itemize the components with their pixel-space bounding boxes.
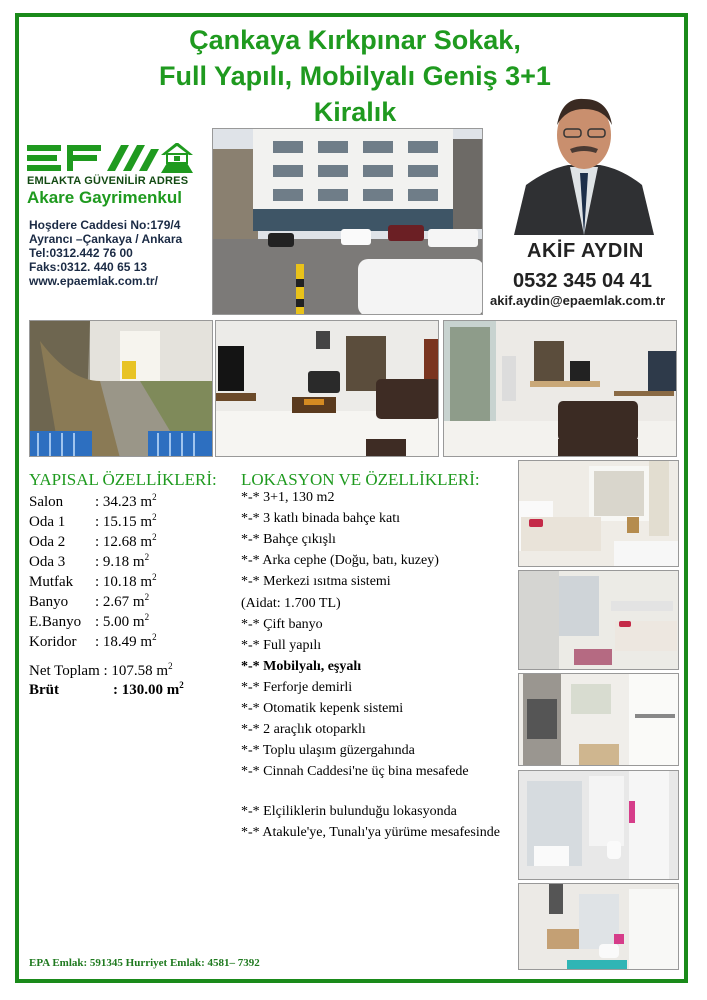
web-link[interactable]: www.epaemlak.com.tr/ [29, 274, 158, 288]
room-area-unit-sup: 2 [152, 512, 157, 522]
gross-total [29, 676, 184, 699]
address-line-2: Ayrancı –Çankaya / Ankara [29, 232, 183, 246]
room-area-unit-sup: 2 [152, 632, 157, 642]
room-name: Oda 3 [29, 554, 66, 570]
address-line-1: Hoşdere Caddesi No:179/4 [29, 218, 181, 232]
feature-item: *-* Çift banyo [241, 617, 323, 632]
agent-email[interactable]: akif.aydin@epaemlak.com.tr [490, 293, 666, 308]
bathroom-photo-2 [518, 883, 679, 970]
brand-name: Akare Gayrimenkul [27, 188, 182, 207]
room-name: Koridor [29, 634, 77, 650]
agent-phone[interactable]: 0532 345 04 41 [513, 270, 653, 292]
fax-line: Faks:0312. 440 65 13 [29, 260, 148, 274]
room-name: E.Banyo [29, 614, 82, 630]
footer-codes: EPA Emlak: 591345 Hurriyet Emlak: 4581– 7392 [29, 957, 260, 969]
gross-total-value: : 130.00 m [113, 682, 180, 698]
title-line-1: Çankaya Kırkpınar Sokak, [189, 25, 521, 55]
room-name: Mutfak [29, 574, 74, 590]
room-area: : 2.67 m [95, 594, 145, 610]
room-name: Banyo [29, 594, 69, 610]
feature-item: *-* Full yapılı [241, 638, 322, 653]
feature-item: *-* Cinnah Caddesi'ne üç bina mesafede [241, 764, 469, 779]
bedroom-photo-2 [518, 570, 679, 670]
feature-item: *-* Arka cephe (Doğu, batı, kuzey) [241, 553, 439, 568]
location-heading: LOKASYON VE ÖZELLİKLERİ: [241, 470, 480, 489]
building-photo [212, 128, 483, 315]
room-row [29, 628, 157, 651]
living-room-photo-2 [443, 320, 677, 457]
tel-line: Tel:0312.442 76 00 [29, 246, 133, 260]
feature-item: *-* Atakule'ye, Tunalı'ya yürüme mesafesinde [241, 825, 500, 840]
feature-item: *-* Ferforje demirli [241, 680, 353, 695]
bedroom-photo [518, 460, 679, 567]
bathroom-photo [518, 770, 679, 880]
house-icon [161, 143, 193, 173]
room-area: : 5.00 m [95, 614, 145, 630]
room-area: : 12.68 m [95, 534, 153, 550]
agent-name: AKİF AYDIN [527, 240, 644, 262]
epa-logo [27, 143, 199, 178]
garden-photo [29, 320, 213, 457]
kitchen-photo [518, 673, 679, 766]
gross-total-label: Brüt [29, 682, 59, 698]
feature-item: *-* 3+1, 130 m2 [241, 490, 335, 505]
room-area-unit-sup: 2 [144, 552, 150, 562]
room-area: : 34.23 m [95, 494, 153, 510]
room-area: : 10.18 m [95, 574, 153, 590]
room-area-unit-sup: 2 [144, 612, 150, 622]
feature-item: *-* Bahçe çıkışlı [241, 532, 336, 547]
room-area-unit-sup: 2 [152, 572, 157, 582]
feature-item: *-* Elçiliklerin bulunduğu lokasyonda [241, 804, 457, 819]
room-name: Oda 1 [29, 514, 66, 530]
agent-photo [508, 93, 660, 235]
feature-item: *-* 3 katlı binada bahçe katı [241, 511, 400, 526]
feature-item: *-* 2 araçlık otoparklı [241, 722, 366, 737]
gross-total-unit-sup: 2 [179, 680, 184, 690]
room-area: : 9.18 m [95, 554, 145, 570]
feature-item: (Aidat: 1.700 TL) [241, 596, 341, 611]
feature-item: *-* Mobilyalı, eşyalı [241, 659, 362, 674]
room-name: Oda 2 [29, 534, 66, 550]
structural-heading: YAPISAL ÖZELLİKLERİ: [29, 470, 217, 489]
feature-item: *-* Merkezi ısıtma sistemi [241, 574, 391, 589]
title-line-2: Full Yapılı, Mobilyalı Geniş 3+1 [159, 61, 551, 91]
title-line-3: Kiralık [313, 97, 397, 127]
room-name: Salon [29, 494, 64, 510]
net-total-label: Net Toplam : 107.58 m [29, 663, 169, 679]
net-total-unit-sup: 2 [168, 661, 173, 671]
living-room-photo [215, 320, 439, 457]
room-area: : 18.49 m [95, 634, 153, 650]
brand-tagline: EMLAKTA GÜVENİLİR ADRES [27, 175, 189, 187]
room-area-unit-sup: 2 [152, 492, 157, 502]
room-area: : 15.15 m [95, 514, 153, 530]
room-area-unit-sup: 2 [152, 532, 157, 542]
feature-item: *-* Otomatik kepenk sistemi [241, 701, 404, 716]
feature-item: *-* Toplu ulaşım güzergahında [241, 743, 415, 758]
room-area-unit-sup: 2 [144, 592, 150, 602]
